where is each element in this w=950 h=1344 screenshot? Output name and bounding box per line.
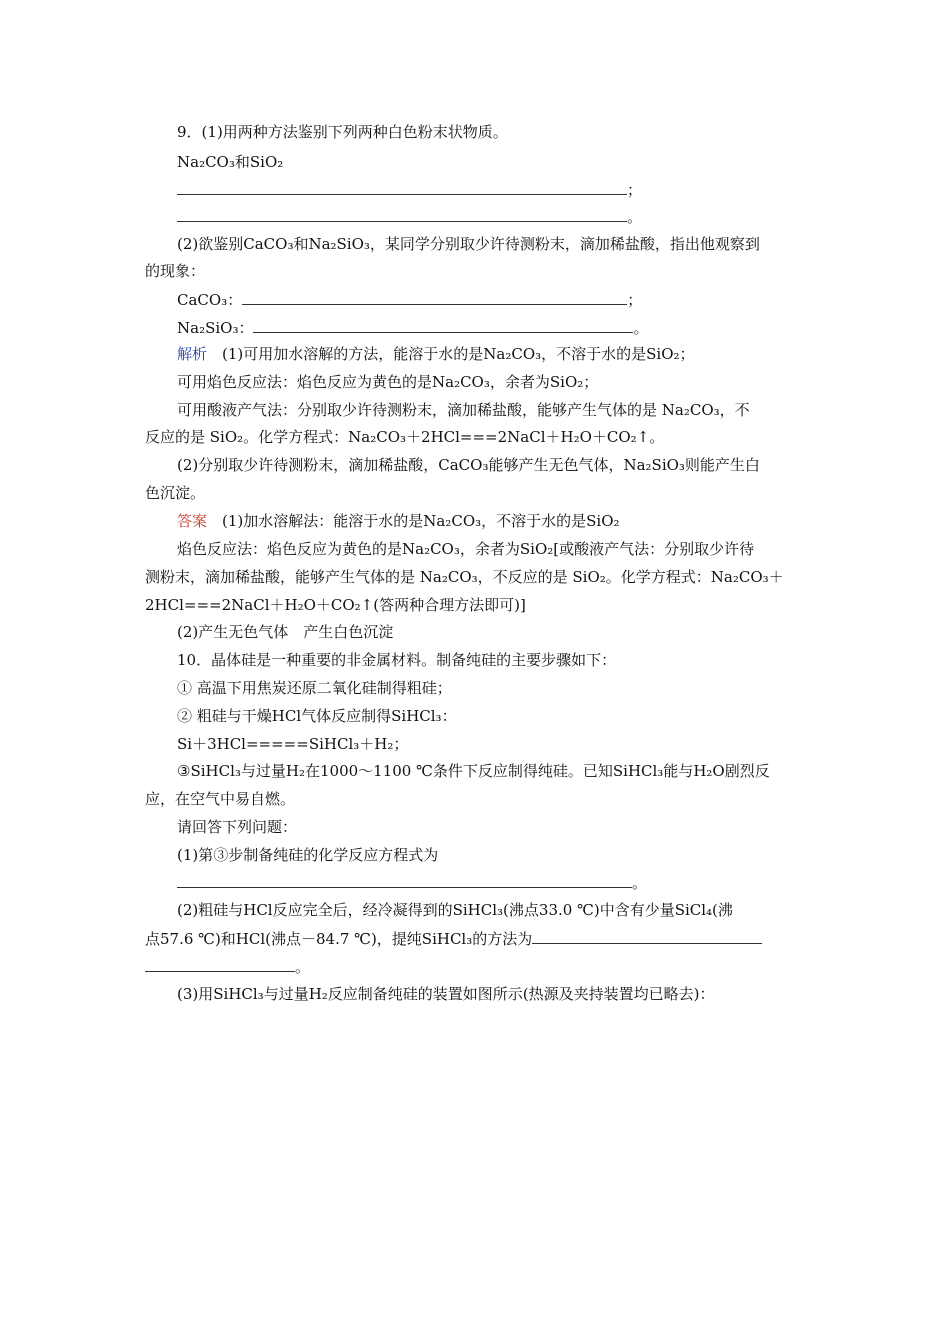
q9-answer-text-3: 测粉末，滴加稀盐酸，能够产生气体的是 Na₂CO₃，不反应的是 SiO₂。化学方程式：Na₂CO₃＋ — [145, 568, 784, 586]
q9-answer-text-5: (2)产生无色气体 产生白色沉淀 — [177, 623, 394, 641]
q9-part2-line1: (2)欲鉴别CaCO₃和Na₂SiO₃，某同学分别取少许待测粉末，滴加稀盐酸，指出他观察到 — [177, 235, 760, 253]
q9-answer-text-4: 2HCl===2NaCl＋H₂O＋CO₂↑(答两种合理方法即可)] — [145, 596, 526, 614]
caco3-label: CaCO₃： — [177, 291, 243, 309]
q10-step1: ① 高温下用焦炭还原二氧化硅制得粗硅； — [177, 679, 452, 697]
q10-step3-line2: 应，在空气中易自燃。 — [145, 790, 296, 808]
q10-step2-equation: Si＋3HCl=====SiHCl₃＋H₂； — [177, 735, 409, 753]
q9-analysis-line6: 色沉淀。 — [145, 484, 206, 502]
q10-step3-line1: ③SiHCl₃与过量H₂在1000～1100 ℃条件下反应制得纯硅。已知SiHCl₃能与H₂O剧烈反 — [177, 762, 770, 780]
q10-part3: (3)用SiHCl₃与过量H₂反应制备纯硅的装置如图所示(热源及夹持装置均已略去)： — [177, 985, 715, 1003]
caco3-answer-blank[interactable] — [242, 288, 627, 305]
q9-caco3-line: CaCO₃： ； — [177, 288, 810, 312]
q9-substances: Na₂CO₃和SiO₂ — [177, 153, 284, 171]
answer-blank[interactable] — [177, 205, 627, 222]
q10-step2: ② 粗硅与干燥HCl气体反应制得SiHCl₃： — [177, 707, 457, 725]
q9-na2sio3-line: Na₂SiO₃： 。 — [177, 316, 810, 340]
analysis-tag: 解析 — [177, 345, 208, 363]
answer-blank[interactable] — [177, 178, 627, 195]
q10-part1-blank-line: 。 — [177, 871, 810, 895]
q10-part2-line2: 点57.6 ℃)和HCl(沸点－84.7 ℃)，提纯SiHCl₃的方法为 — [145, 927, 810, 951]
q9-analysis-line1: 解析 (1)可用加水溶解的方法，能溶于水的是Na₂CO₃，不溶于水的是SiO₂； — [177, 345, 695, 363]
q10-part2-line3: 。 — [145, 955, 810, 979]
q9-analysis-line5: (2)分别取少许待测粉末，滴加稀盐酸，CaCO₃能够产生无色气体，Na₂SiO₃则能产生白 — [177, 456, 760, 474]
q10-title: 10．晶体硅是一种重要的非金属材料。制备纯硅的主要步骤如下： — [177, 651, 617, 669]
q9-part1-title: 9．(1)用两种方法鉴别下列两种白色粉末状物质。 — [177, 123, 508, 141]
q9-answer-line-2: 。 — [177, 205, 810, 229]
q9-part2-line2: 的现象： — [145, 262, 206, 280]
na2sio3-label: Na₂SiO₃： — [177, 319, 254, 337]
q9-analysis-line2: 可用焰色反应法：焰色反应为黄色的是Na₂CO₃，余者为SiO₂； — [177, 373, 599, 391]
q10-part2-answer-blank[interactable] — [532, 927, 762, 944]
q9-answer-text-2: 焰色反应法：焰色反应为黄色的是Na₂CO₃，余者为SiO₂[或酸液产气法：分别取少许待 — [177, 540, 755, 558]
q9-answer-line1: 答案 (1)加水溶解法：能溶于水的是Na₂CO₃，不溶于水的是SiO₂ — [177, 512, 620, 530]
q10-part1-answer-blank[interactable] — [177, 871, 632, 888]
q10-part2-answer-blank-cont[interactable] — [145, 955, 295, 972]
q9-analysis-line4: 反应的是 SiO₂。化学方程式：Na₂CO₃＋2HCl===2NaCl＋H₂O＋CO₂↑。 — [145, 428, 665, 446]
q10-part1: (1)第③步制备纯硅的化学反应方程式为 — [177, 846, 439, 864]
q10-part2-line1: (2)粗硅与HCl反应完全后，经冷凝得到的SiHCl₃(沸点33.0 ℃)中含有少量SiCl₄(沸 — [177, 901, 733, 919]
q9-answer-line-1: ； — [177, 178, 810, 202]
q10-prompt: 请回答下列问题： — [177, 818, 298, 836]
answer-tag: 答案 — [177, 512, 208, 530]
na2sio3-answer-blank[interactable] — [253, 316, 633, 333]
q9-analysis-line3: 可用酸液产气法：分别取少许待测粉末，滴加稀盐酸，能够产生气体的是 Na₂CO₃，不 — [177, 401, 750, 419]
